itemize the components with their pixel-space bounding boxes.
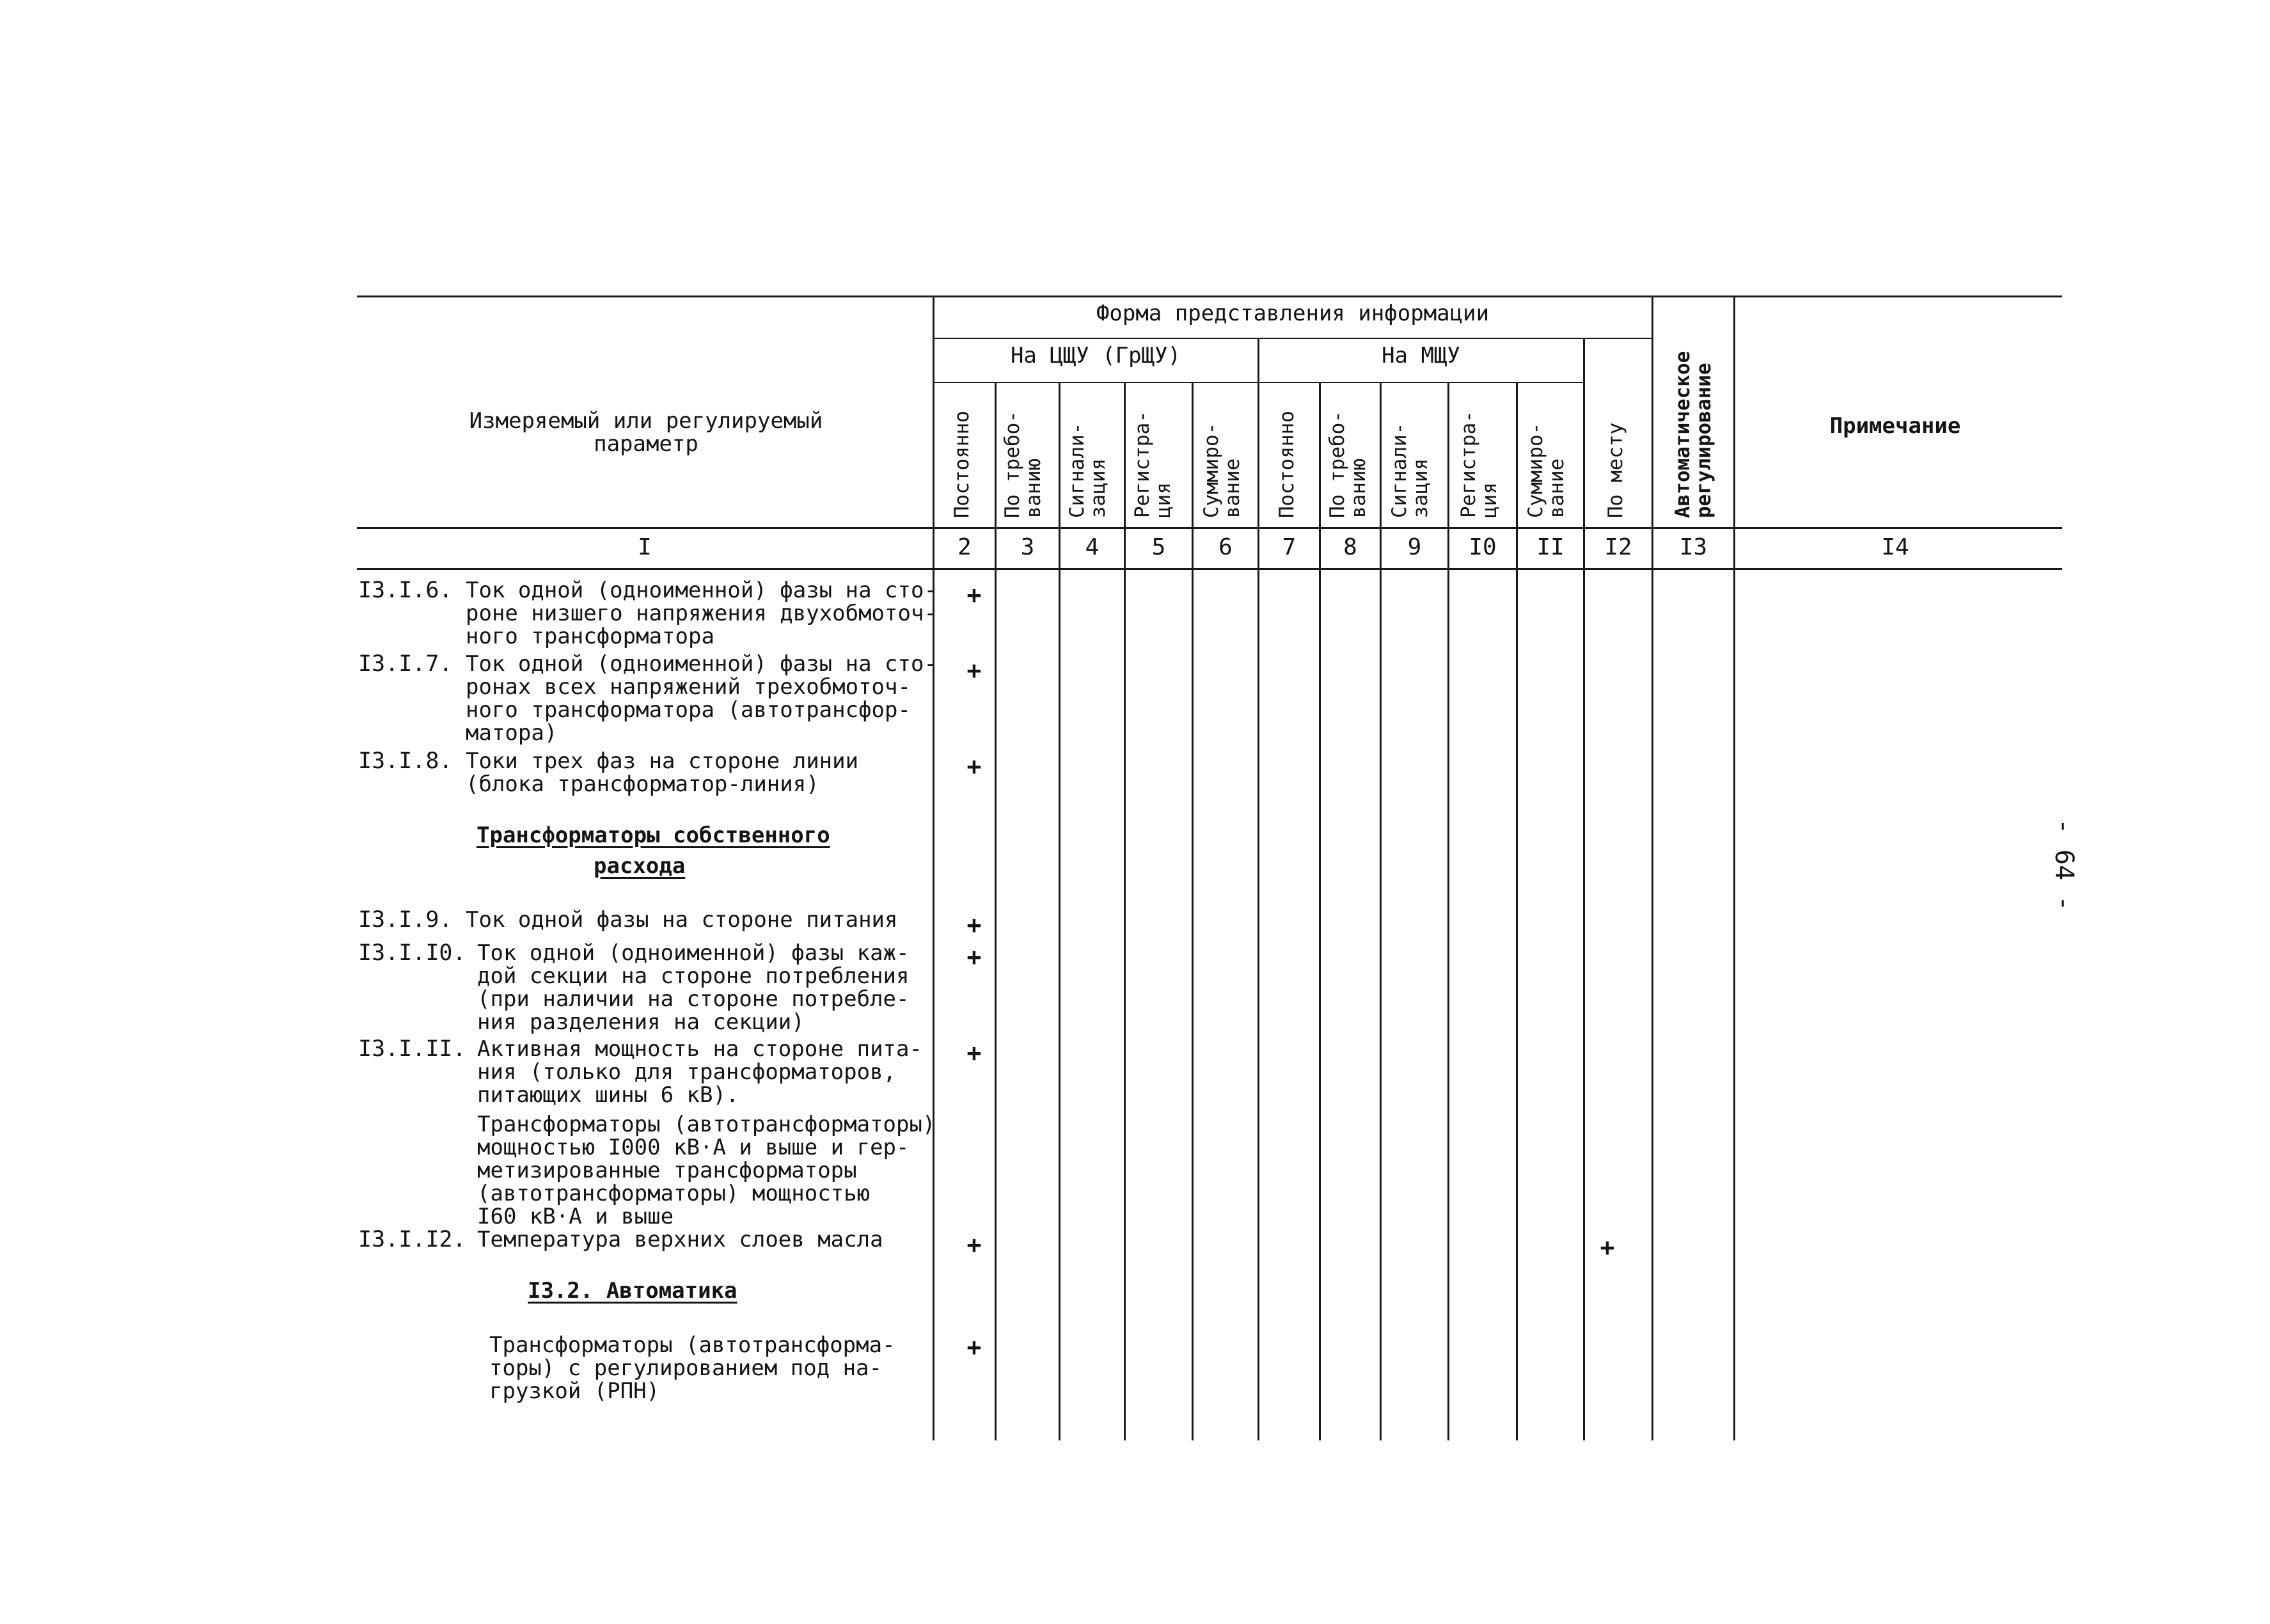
subheader-registration-cshu: Регистра- ция — [1131, 411, 1175, 518]
subheader-on-request-cshu: По требо- ванию — [1001, 411, 1045, 518]
col-number-1: I — [638, 534, 652, 560]
header-bottom-rule — [357, 527, 2062, 529]
row-mark-13-1-8: + — [966, 752, 982, 780]
col-number-10: I0 — [1469, 534, 1497, 560]
col-divider-6 — [1257, 338, 1259, 1440]
col-divider-12 — [1651, 296, 1653, 1440]
col-number-8: 8 — [1343, 534, 1357, 560]
number-row-rule — [357, 568, 2062, 570]
section-heading-aux-transformers-2: расхода — [594, 853, 686, 879]
col-number-9: 9 — [1407, 534, 1422, 560]
subheader-constant-cshu: Постоянно — [950, 411, 973, 518]
row-text-13-1-10: Ток одной (одноименной) фазы каж- дой секции на стороне потребления (при наличии на стороне потребле- ния разделения на секции) — [477, 940, 910, 1035]
row-mark-13-1-7: + — [966, 656, 982, 684]
subheader-constant-mshu: Постоянно — [1275, 411, 1298, 518]
col-divider-11 — [1583, 338, 1585, 1440]
row-mark-13-1-12-local: + — [1600, 1233, 1615, 1261]
row-code-13-1-9: I3.I.9. — [358, 907, 453, 933]
col-number-5: 5 — [1151, 534, 1166, 560]
row-text-oltc-transformers: Трансформаторы (автотрансформа- торы) с регулированием под на- грузкой (РПН) — [489, 1332, 895, 1404]
row-code-13-1-10: I3.I.I0. — [358, 940, 466, 966]
row-code-13-1-11: I3.I.II. — [358, 1036, 466, 1062]
col-number-11: II — [1536, 534, 1565, 560]
subheader-local: По месту — [1604, 422, 1627, 518]
row-text-13-1-8: Токи трех фаз на стороне линии (блока трансформатор-линия) — [466, 748, 859, 797]
col-number-7: 7 — [1282, 534, 1297, 560]
subheader-auto-regulation: Автоматическое регулирование — [1671, 351, 1715, 518]
subheader-summation-mshu: Суммиро- вание — [1524, 422, 1568, 518]
section-heading-aux-transformers: Трансформаторы собственного — [477, 823, 830, 848]
col-divider-13 — [1733, 296, 1735, 1440]
col-number-12: I2 — [1604, 534, 1632, 560]
row-text-13-1-9: Ток одной фазы на стороне питания — [466, 907, 898, 933]
subheader-signaling-cshu: Сигнали- зация — [1066, 422, 1110, 518]
col-number-14: I4 — [1881, 534, 1909, 560]
subheader-summation-cshu: Суммиро- вание — [1200, 422, 1244, 518]
row-mark-13-1-11: + — [966, 1039, 982, 1067]
row-code-13-1-12: I3.I.I2. — [358, 1227, 466, 1252]
row-mark-oltc-transformers: + — [966, 1333, 982, 1361]
row-text-13-1-6: Ток одной (одноименной) фазы на сто- роне низшего напряжения двухобмоточ- ного трансформатора — [466, 578, 937, 649]
row-code-13-1-6: I3.I.6. — [358, 578, 453, 603]
subheader-registration-mshu: Регистра- ция — [1457, 411, 1501, 518]
col-number-13: I3 — [1679, 534, 1708, 560]
table-top-rule — [357, 296, 2062, 297]
col-number-3: 3 — [1020, 534, 1035, 560]
col-number-2: 2 — [958, 534, 972, 560]
col-number-4: 4 — [1085, 534, 1100, 560]
note-column-header: Примечание — [1829, 413, 1961, 439]
row-code-13-1-8: I3.I.8. — [358, 748, 453, 774]
page-number: - 64 - — [2049, 819, 2079, 911]
row-text-13-1-7: Ток одной (одноименной) фазы на сто- ронах всех напряжений трехобмоточ- ного трансформатора (автотрансфор- матора) — [466, 651, 937, 746]
row-mark-13-1-12: + — [966, 1231, 982, 1259]
cshu-group-header: На ЦЩУ (ГрЩУ) — [1010, 343, 1181, 368]
col-divider-1 — [933, 296, 934, 1440]
hermetic-transformers-paragraph: Трансформаторы (автотрансформаторы) мощностью I000 кВ·А и выше и гер- метизированные трансформаторы (автотрансформаторы) мощностью I60 кВ·А и выше — [477, 1112, 936, 1229]
subheader-on-request-mshu: По требо- ванию — [1326, 411, 1370, 518]
row-mark-13-1-10: + — [966, 943, 982, 971]
form-group-header: Форма представления информации — [1096, 301, 1490, 326]
row-mark-13-1-6: + — [966, 581, 982, 609]
row-text-13-1-11: Активная мощность на стороне пита- ния (только для трансформаторов, питающих шины 6 кВ). — [477, 1036, 922, 1108]
form-group-rule — [934, 338, 1653, 339]
param-column-header: Измеряемый или регулируемый параметр — [469, 408, 823, 457]
mshu-group-header: На МЩУ — [1382, 343, 1460, 368]
col-number-6: 6 — [1218, 534, 1233, 560]
section-heading-automation: I3.2. Автоматика — [528, 1278, 737, 1304]
row-mark-13-1-9: + — [966, 911, 982, 939]
row-text-13-1-12: Температура верхних слоев масла — [477, 1227, 883, 1252]
row-code-13-1-7: I3.I.7. — [358, 651, 453, 677]
subheader-signaling-mshu: Сигнали- зация — [1388, 422, 1432, 518]
